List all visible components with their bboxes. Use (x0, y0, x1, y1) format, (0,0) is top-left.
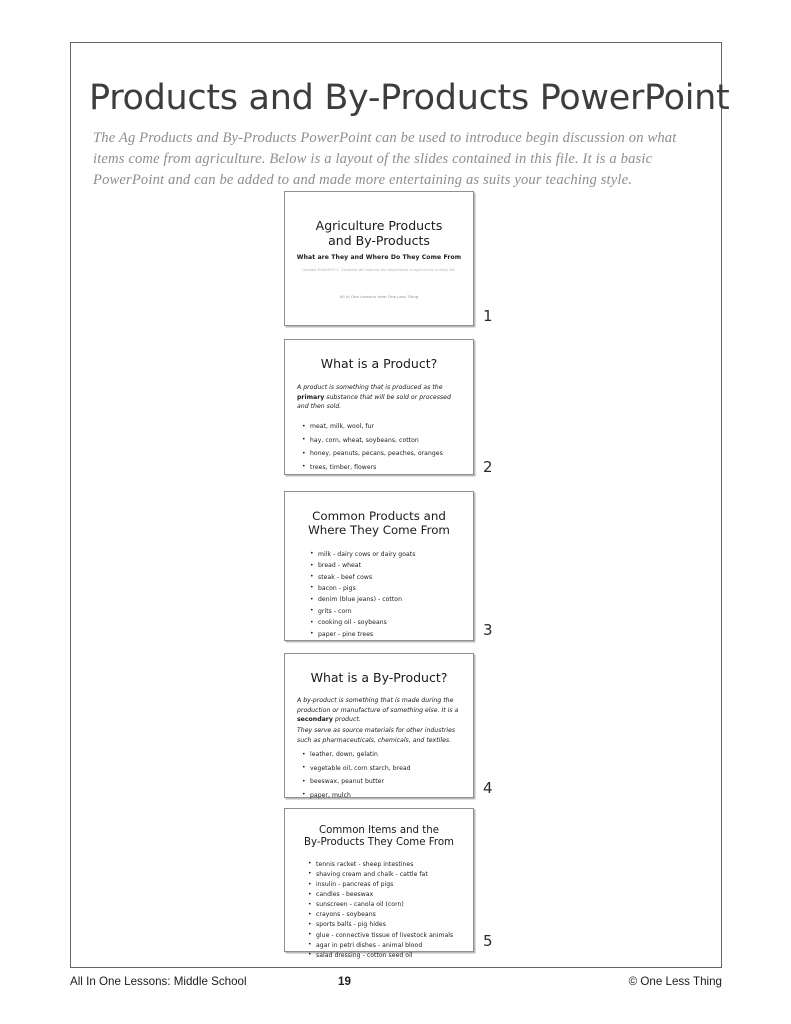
slide-1-subtitle: What are They and Where Do They Come From (296, 253, 462, 261)
slide-1-standard: Georgia MSAGED7-1: Students will express the importance of agriculture in daily life. (302, 267, 456, 272)
list-item: • milk - dairy cows or dairy goats (309, 551, 461, 558)
list-item: • salad dressing - cotton seed oil (307, 952, 461, 959)
slide-5-title-line2: By-Products They Come From (304, 837, 454, 849)
slide-5-bullet-list (297, 861, 461, 959)
slide-thumbnail-2[interactable] (284, 339, 474, 475)
list-item: • denim (blue jeans) - cotton (309, 596, 461, 603)
slide-1-footer: All In One Lessons from One Less Thing (339, 293, 419, 299)
slide-2-body-pre: A product is something that is produced as the (297, 384, 443, 392)
slide-thumbnail-1[interactable] (284, 191, 474, 326)
list-item: • leather, down, gelatin (301, 751, 461, 758)
slide-4-body-bold: secondary (297, 716, 333, 724)
list-item: • trees, timber, flowers (301, 464, 461, 471)
list-item: • beeswax, peanut butter (301, 778, 461, 785)
list-item: • steak - beef cows (309, 574, 461, 581)
slide-number-2: 2 (483, 458, 493, 476)
footer-copyright: © One Less Thing (628, 975, 722, 988)
list-item: • crayons - soybeans (307, 911, 461, 918)
list-item: • bacon - pigs (309, 585, 461, 592)
list-item: • paper - pine trees (309, 631, 461, 638)
list-item: • honey, peanuts, pecans, peaches, oranges (301, 450, 461, 457)
slide-number-5: 5 (483, 932, 493, 950)
list-item: • sports balls - pig hides (307, 921, 461, 928)
slide-4-body (297, 696, 461, 724)
slide-4-body-second: They serve as source materials for other industries such as pharmaceuticals, chemicals, and textiles. (297, 727, 456, 744)
list-item: • paper, mulch (301, 792, 461, 799)
slide-thumbnail-5[interactable] (284, 808, 474, 959)
slide-3-title-line1: Common Products and (312, 509, 446, 523)
slide-number-3: 3 (483, 621, 493, 639)
slide-thumbnail-3[interactable] (284, 491, 474, 641)
slide-2-body-post: substance that will be sold or processed and then sold. (297, 393, 451, 411)
list-item: • meat, milk, wool, fur (301, 423, 461, 430)
slide-2-title: What is a Product? (320, 356, 438, 371)
slide-1-title-line2: and By-Products (328, 233, 430, 249)
list-item: • insulin - pancreas of pigs (307, 881, 461, 888)
page-footer (70, 975, 722, 997)
slide-4-body-post: product. (332, 716, 361, 724)
slide-4-title: What is a By-Product? (310, 670, 448, 685)
slide-thumbnail-4[interactable] (284, 653, 474, 798)
list-item: • grits - corn (309, 608, 461, 615)
footer-page-number: 19 (338, 975, 351, 988)
intro-paragraph: The Ag Products and By-Products PowerPoint can be used to introduce begin discussion on what items come from agriculture. Below is a layout of the slides contained in this file. It is a basic PowerPoint and can be added to and made more entertaining as suits your teaching style. (93, 129, 677, 188)
slide-4-body-pre: A by-product is something that is made during the production or manufacture of something else. It is a (297, 697, 459, 714)
slide-2-body (297, 383, 461, 411)
list-item: • vegetable oil, corn starch, bread (301, 765, 461, 772)
slide-2-bullet-list (297, 423, 461, 471)
slide-2-body-bold: primary (297, 393, 325, 401)
list-item: • hay, corn, wheat, soybeans, cotton (301, 437, 461, 444)
slide-3-title-line2: Where They Come From (308, 523, 450, 538)
document-page (70, 42, 730, 968)
slide-number-4: 4 (483, 779, 493, 797)
slide-number-1: 1 (483, 307, 493, 325)
slide-3-bullet-list (297, 551, 461, 638)
list-item: • tennis racket - sheep intestines (307, 861, 461, 868)
slide-thumbnail-list (71, 43, 721, 967)
slide-1-title-line1: Agriculture Products (315, 218, 443, 233)
list-item: • candles - beeswax (307, 891, 461, 898)
slide-5-title-line1: Common Items and the (319, 825, 439, 836)
list-item: • sunscreen - canola oil (corn) (307, 901, 461, 908)
list-item: • cooking oil - soybeans (309, 619, 461, 626)
list-item: • shaving cream and chalk - cattle fat (307, 871, 461, 878)
slide-4-bullet-list (297, 751, 461, 799)
list-item: • agar in petri dishes - animal blood (307, 942, 461, 949)
page-title: Products and By-Products PowerPoint (89, 78, 730, 119)
list-item: • bread - wheat (309, 562, 461, 569)
list-item: • glue - connective tissue of livestock animals (307, 932, 461, 939)
footer-left-text: All In One Lessons: Middle School (70, 975, 247, 988)
